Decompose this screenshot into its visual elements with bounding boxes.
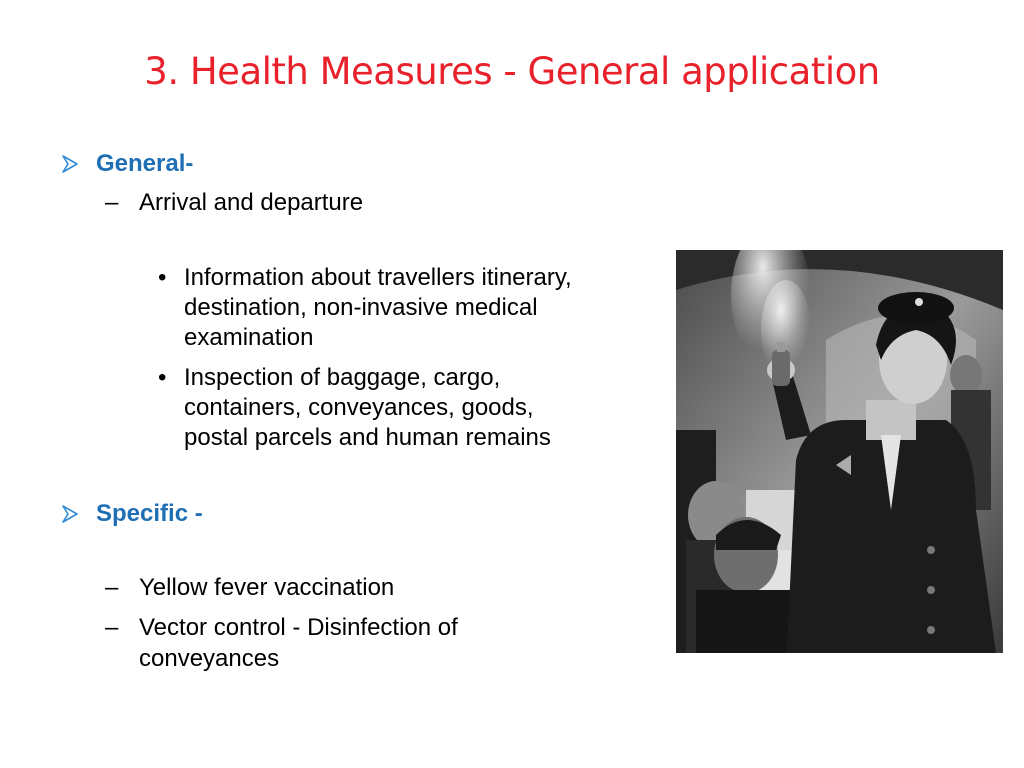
specific-item [105,612,458,674]
dash-marker: – [105,189,119,216]
dot-marker: • [158,364,167,391]
specific-item [105,574,394,602]
specific-item-label: conveyances [139,645,280,672]
detail-line: Information about travellers itinerary, [184,264,572,291]
dash-marker: – [105,574,119,601]
arrow-bullet-icon [60,504,80,524]
detail-line: examination [184,324,314,351]
dot-marker: • [158,264,167,291]
general-sub-item-label: Arrival and departure [139,189,364,216]
specific-item-label: Yellow fever vaccination [139,574,395,601]
detail-line: Inspection of baggage, cargo, [184,364,501,391]
photo-illustration [676,250,1003,653]
general-heading-label: General- [96,150,194,177]
dash-marker: – [105,614,119,641]
detail-line: destination, non-invasive medical [184,294,538,321]
specific-heading-label: Specific - [96,500,203,527]
specific-section-heading [60,500,203,528]
general-detail-item [158,263,572,353]
general-section-heading [60,150,193,178]
general-sub-item [105,189,363,217]
arrow-bullet-icon [60,154,80,174]
specific-item-label: Vector control - Disinfection of [139,614,458,641]
general-detail-item [158,363,551,453]
detail-line: postal parcels and human remains [184,424,551,451]
slide-title: 3. Health Measures - General application [144,50,880,93]
detail-line: containers, conveyances, goods, [184,394,534,421]
cabin-disinfection-photo [676,250,1003,653]
